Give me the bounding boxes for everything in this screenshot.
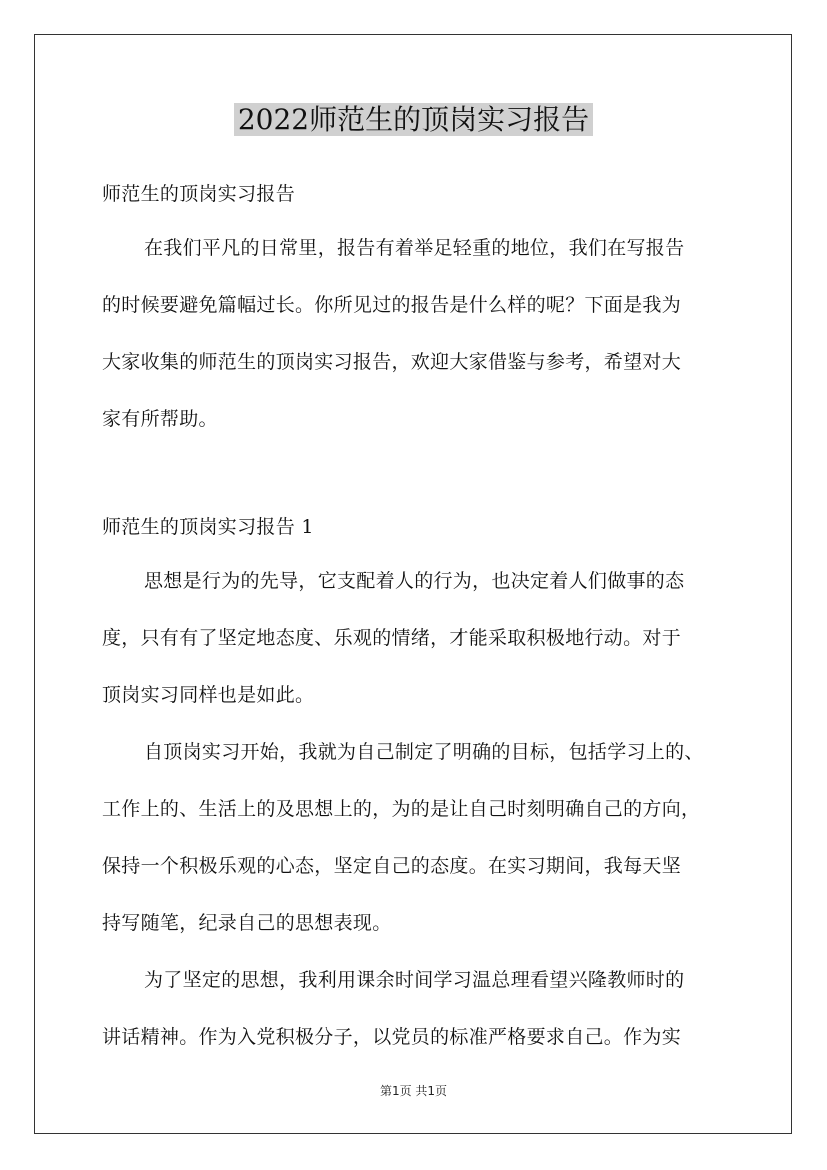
- paragraph-line: 持写随笔，纪录自己的思想表现。: [102, 912, 392, 934]
- paragraph-3: [102, 960, 732, 1057]
- section-heading: 师范生的顶岗实习报告 1: [102, 516, 314, 538]
- document-subtitle: 师范生的顶岗实习报告: [102, 183, 296, 205]
- page-footer: [0, 1082, 827, 1099]
- paragraph-line: 为了坚定的思想，我利用课余时间学习温总理看望兴隆教师时的: [144, 969, 685, 991]
- document-title-text: 2022师范生的顶岗实习报告: [234, 103, 593, 136]
- document-body: [102, 174, 732, 1057]
- paragraph-line: 思想是行为的先导，它支配着人的行为，也决定着人们做事的态: [144, 570, 685, 592]
- paragraph-line: 保持一个积极乐观的心态，坚定自己的态度。在实习期间，我每天坚: [102, 855, 682, 877]
- paragraph-2: [102, 732, 732, 943]
- paragraph-line: 在我们平凡的日常里，报告有着举足轻重的地位，我们在写报告: [144, 237, 685, 259]
- page-number: 第1页 共1页: [379, 1084, 448, 1098]
- paragraph-line: 讲话精神。作为入党积极分子，以党员的标准严格要求自己。作为实: [102, 1026, 682, 1048]
- paragraph-line: 工作上的、生活上的及思想上的，为的是让自己时刻明确自己的方向，: [102, 798, 701, 820]
- document-title: [0, 100, 827, 140]
- paragraph-line: 顶岗实习同样也是如此。: [102, 684, 315, 706]
- paragraph-line: 自顶岗实习开始，我就为自己制定了明确的目标，包括学习上的、: [144, 741, 704, 763]
- paragraph-line: 度，只有有了坚定地态度、乐观的情绪，才能采取积极地行动。对于: [102, 627, 682, 649]
- paragraph-line: 的时候要避免篇幅过长。你所见过的报告是什么样的呢？下面是我为: [102, 294, 682, 316]
- intro-paragraph: [102, 228, 732, 439]
- paragraph-1: [102, 561, 732, 715]
- paragraph-line: 大家收集的师范生的顶岗实习报告，欢迎大家借鉴与参考，希望对大: [102, 351, 682, 373]
- paragraph-line: 家有所帮助。: [102, 408, 218, 430]
